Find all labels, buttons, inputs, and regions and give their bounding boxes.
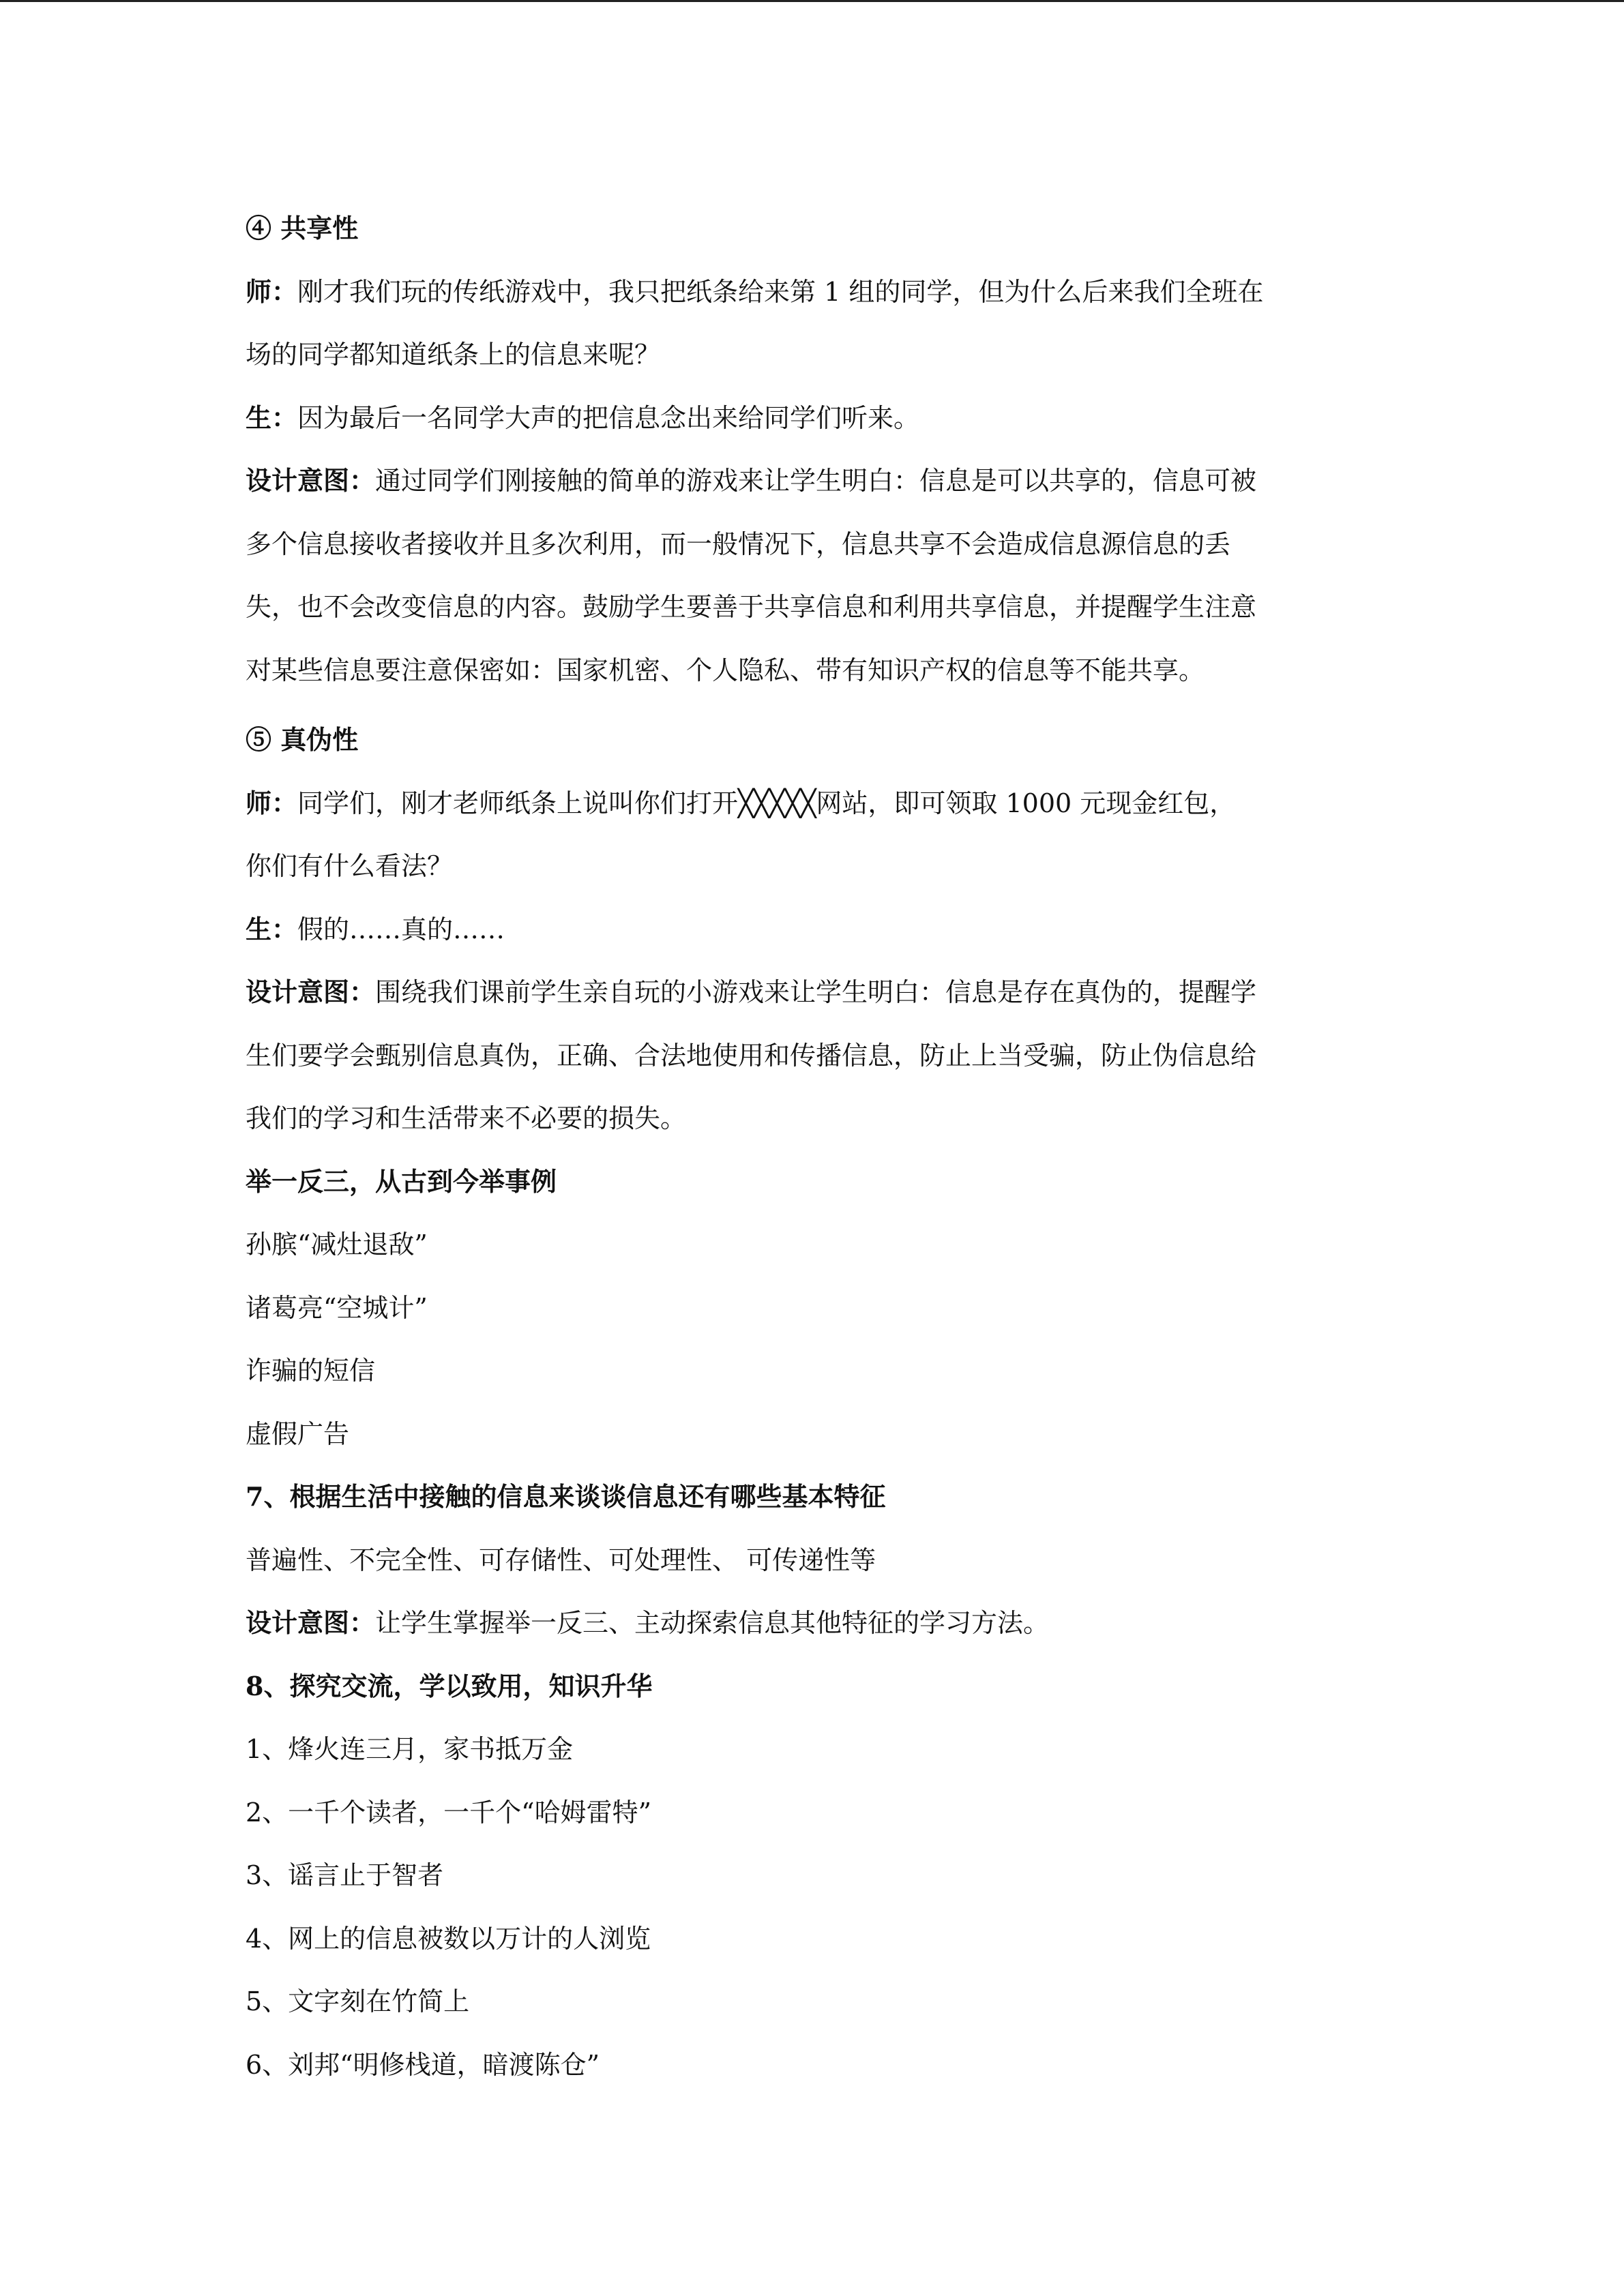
list-item: 2、一千个读者，一千个“哈姆雷特” [246, 1798, 652, 1828]
paragraph-line: 设计意图：围绕我们课前学生亲自玩的小游戏来让学生明白：信息是存在真伪的，提醒学 [246, 976, 1257, 1007]
list-item: 6、刘邦“明修栈道，暗渡陈仓” [246, 2050, 600, 2080]
paragraph-line: 对某些信息要注意保密如：国家机密、个人隐私、带有知识产权的信息等不能共享。 [246, 655, 1205, 685]
paragraph-line: 设计意图：通过同学们刚接触的简单的游戏来让学生明白：信息是可以共享的，信息可被 [246, 465, 1257, 496]
list-item: 5、文字刻在竹简上 [246, 1986, 470, 2016]
paragraph-line: 生们要学会甄别信息真伪，正确、合法地使用和传播信息，防止上当受骗，防止伪信息给 [246, 1041, 1257, 1071]
heading-section-8: 8、探究交流，学以致用，知识升华 [246, 1671, 653, 1701]
paragraph-line: 普遍性、不完全性、可存储性、可处理性、 可传递性等 [246, 1545, 876, 1575]
heading-section-7: 7、根据生活中接触的信息来谈谈信息还有哪些基本特征 [246, 1481, 886, 1512]
paragraph-line: 我们的学习和生活带来不必要的损失。 [246, 1103, 687, 1133]
paragraph-line: 生：因为最后一名同学大声的把信息念出来给同学们听来。 [246, 402, 920, 433]
list-item: 3、谣言止于智者 [246, 1860, 444, 1890]
page-top-border [0, 0, 1624, 2]
heading-sharing: ④ 共享性 [246, 213, 359, 243]
paragraph-line: 失，也不会改变信息的内容。鼓励学生要善于共享信息和利用共享信息，并提醒学生注意 [246, 592, 1257, 622]
heading-authenticity: ⑤ 真伪性 [246, 724, 359, 755]
heading-examples: 举一反三，从古到今举事例 [246, 1166, 557, 1197]
list-item: 虚假广告 [246, 1419, 350, 1449]
list-item: 诈骗的短信 [246, 1356, 376, 1386]
paragraph-line: 生：假的……真的…… [246, 914, 505, 944]
paragraph-line: 多个信息接收者接收并且多次利用，而一般情况下，信息共享不会造成信息源信息的丢 [246, 529, 1231, 559]
paragraph-line: 师：同学们，刚才老师纸条上说叫你们打开╳╳╳╳╳网站，即可领取 1000 元现金红包， [246, 788, 1236, 818]
list-item: 孙膑“减灶退敌” [246, 1229, 428, 1259]
list-item: 4、网上的信息被数以万计的人浏览 [246, 1924, 651, 1954]
paragraph-line: 师：刚才我们玩的传纸游戏中，我只把纸条给来第 1 组的同学，但为什么后来我们全班在 [246, 276, 1264, 307]
list-item: 1、烽火连三月，家书抵万金 [246, 1734, 574, 1764]
paragraph-line: 设计意图：让学生掌握举一反三、主动探索信息其他特征的学习方法。 [246, 1607, 1050, 1638]
paragraph-line: 你们有什么看法？ [246, 851, 454, 881]
paragraph-line: 场的同学都知道纸条上的信息来呢？ [246, 340, 661, 370]
list-item: 诸葛亮“空城计” [246, 1293, 428, 1323]
